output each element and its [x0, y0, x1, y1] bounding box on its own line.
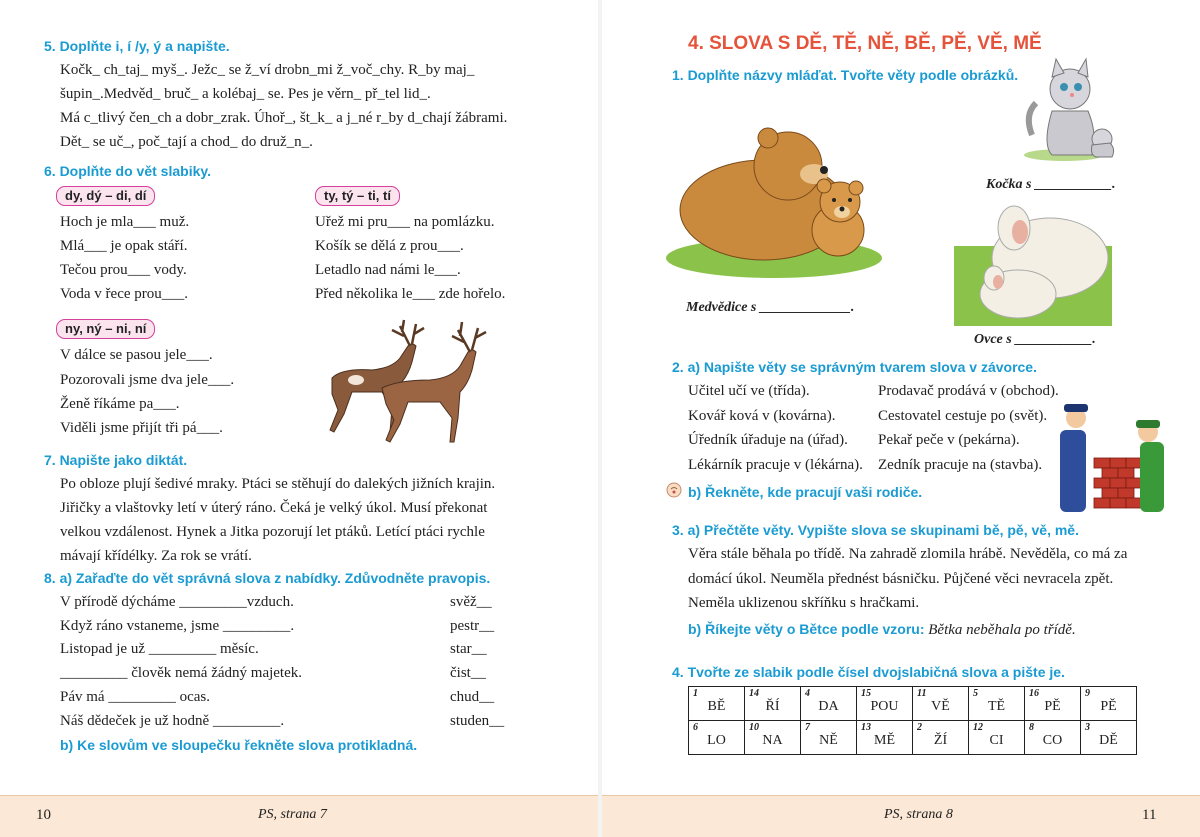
cat-caption: Kočka s ___________. — [986, 177, 1116, 192]
left-footer — [0, 795, 598, 837]
right-footer — [602, 795, 1200, 837]
syllable-grid — [688, 686, 1137, 755]
chapter-title: 4. SLOVA S DĚ, TĚ, NĚ, BĚ, PĚ, VĚ, MĚ — [688, 33, 1042, 54]
exercise-2b-heading: b) Řekněte, kde pracují vaši rodiče. — [688, 484, 923, 500]
exercise-3-heading: 3. a) Přečtěte věty. Vypište slova se skupinami bě, pě, vě, mě. — [672, 522, 1079, 538]
exercise-1-heading: 1. Doplňte názvy mláďat. Tvořte věty podle obrázků. — [672, 67, 1019, 83]
exercise-8b-heading: b) Ke slovům ve sloupečku řekněte slova protikladná. — [60, 737, 418, 753]
grid-cell: 5 TĚ — [969, 687, 1025, 721]
grid-cell: 2 ŽÍ — [913, 721, 969, 755]
workbook-reference: PS, strana 7 — [258, 807, 327, 822]
exercise-6-sentence: Mlá___ je opak stáří. — [60, 238, 188, 254]
exercise-6-heading: 6. Doplňte do vět slabiky. — [44, 163, 212, 179]
exercise-8-sentence: Páv má _________ ocas. — [60, 689, 210, 705]
exercise-2-sentence: Pekař peče v (pekárna). — [878, 432, 1020, 448]
page-number: 10 — [36, 807, 51, 823]
grid-cell: 3 DĚ — [1081, 721, 1137, 755]
exercise-2-sentence: Prodavač prodává v (obchod). — [878, 383, 1059, 399]
exercise-2-sentence: Lékárník pracuje v (lékárna). — [688, 457, 863, 473]
word-option: svěž__ — [450, 594, 492, 610]
grid-cell: 14 ŘÍ — [745, 687, 801, 721]
grid-row — [689, 721, 1137, 755]
exercise-2-sentence: Úředník úřaduje na (úřad). — [688, 432, 848, 448]
exercise-5-line: Kočk_ ch_taj_ myš_. Ježc_ se ž_ví drobn_mi ž_voč_chy. R_by maj_ — [60, 62, 475, 78]
workers-illustration — [1058, 398, 1168, 516]
grid-cell: 9 PĚ — [1081, 687, 1137, 721]
right-page — [602, 0, 1200, 837]
exercise-6-sentence: Uřež mi pru___ na pomlázku. — [315, 214, 495, 230]
syllable-pill: ny, ný – ni, ní — [56, 319, 155, 339]
exercise-6-sentence: Viděli jsme přijít tři pá___. — [60, 420, 223, 436]
exercise-6-sentence: Košík se dělá z prou___. — [315, 238, 464, 254]
word-option: chud__ — [450, 689, 495, 705]
workbook-reference: PS, strana 8 — [884, 807, 953, 822]
exercise-2-sentence: Kovář ková v (kovárna). — [688, 408, 836, 424]
exercise-3b-heading: b) Říkejte věty o Bětce podle vzoru: — [688, 621, 925, 637]
grid-cell: 10 NA — [745, 721, 801, 755]
exercise-6-sentence: Pozorovali jsme dva jele___. — [60, 372, 235, 388]
syllable-pill: dy, dý – di, dí — [56, 186, 155, 206]
grid-cell: 15 POU — [857, 687, 913, 721]
deer-illustration — [312, 318, 502, 446]
exercise-6-sentence: V dálce se pasou jele___. — [60, 347, 213, 363]
grid-cell: 7 NĚ — [801, 721, 857, 755]
cat-illustration — [1022, 55, 1122, 167]
exercise-5-line: Má c_tlivý čen_ch a dobr_zrak. Úhoř_, št_k_ a j_né r_by d_chají žábrami. — [60, 110, 508, 126]
exercise-7-heading: 7. Napište jako diktát. — [44, 452, 188, 468]
bear-caption: Medvědice s _____________. — [686, 300, 855, 315]
syllable-pill: ty, tý – ti, tí — [315, 186, 400, 206]
exercise-8-heading: 8. a) Zařaďte do vět správná slova z nabídky. Zdůvodněte pravopis. — [44, 570, 491, 586]
exercise-5-line: šupin_.Medvěd_ bruč_ a kolébaj_ se. Pes je věrn_ př_tel lid_. — [60, 86, 431, 102]
exercise-8-sentence: V přírodě dýcháme _________vzduch. — [60, 594, 294, 610]
bear-illustration — [664, 118, 886, 280]
exercise-8-sentence: Listopad je už _________ měsíc. — [60, 641, 259, 657]
exercise-3-line: domácí úkol. Neuměla přednést básničku. Půjčené věci nevracela zpět. — [688, 571, 1114, 587]
exercise-6-sentence: Voda v řece prou___. — [60, 286, 189, 302]
left-page — [0, 0, 598, 837]
exercise-8-sentence: Náš dědeček je už hodně _________. — [60, 713, 285, 729]
grid-cell: 12 CI — [969, 721, 1025, 755]
grid-cell: 11 VĚ — [913, 687, 969, 721]
grid-cell: 1 BĚ — [689, 687, 745, 721]
word-option: čist__ — [450, 665, 486, 681]
exercise-2-sentence: Zedník pracuje na (stavba). — [878, 457, 1043, 473]
grid-cell: 8 CO — [1025, 721, 1081, 755]
grid-cell: 13 MĚ — [857, 721, 913, 755]
grid-cell: 4 DA — [801, 687, 857, 721]
grid-cell: 6 LO — [689, 721, 745, 755]
exercise-7-line: mávají křídélky. Za rok se vrátí. — [60, 548, 252, 564]
exercise-2-sentence: Učitel učí ve (třída). — [688, 383, 810, 399]
exercise-5-line: Dět_ se uč_, poč_tají a chod_ do druž_n_. — [60, 134, 313, 150]
exercise-3b-example: Bětka neběhala po třídě. — [928, 622, 1076, 638]
exercise-7-line: velkou vzdálenost. Hynek a Jitka pozorují let ptáků. Letící ptáci rychle — [60, 524, 485, 540]
word-option: star__ — [450, 641, 487, 657]
exercise-8-sentence: Když ráno vstaneme, jsme _________. — [60, 618, 295, 634]
exercise-6-sentence: Hoch je mla___ muž. — [60, 214, 190, 230]
exercise-6-sentence: Tečou prou___ vody. — [60, 262, 187, 278]
grid-row — [689, 687, 1137, 721]
exercise-7-line: Jiřičky a vlaštovky letí v úterý ráno. Čeká je velký úkol. Musí překonat — [60, 500, 488, 516]
exercise-3-line: Věra stále běhala po třídě. Na zahradě zlomila hrábě. Nevěděla, co má za — [688, 546, 1128, 562]
exercise-6-sentence: Před několika le___ zde hořelo. — [315, 286, 506, 302]
exercise-6-sentence: Letadlo nad námi le___. — [315, 262, 461, 278]
word-option: studen__ — [450, 713, 505, 729]
exercise-7-line: Po obloze plují šedivé mraky. Ptáci se stěhují do dalekých jižních krajin. — [60, 476, 496, 492]
exercise-8-sentence: _________ člověk nemá žádný majetek. — [60, 665, 303, 681]
sheep-caption: Ovce s ___________. — [974, 332, 1096, 347]
exercise-3b-line — [688, 617, 1076, 642]
page-number: 11 — [1142, 807, 1157, 823]
exercise-6-sentence: Ženě říkáme pa___. — [60, 396, 180, 412]
word-option: pestr__ — [450, 618, 495, 634]
exercise-2-heading: 2. a) Napište věty se správným tvarem slova v závorce. — [672, 359, 1037, 375]
exercise-5-heading: 5. Doplňte i, í /y, ý a napište. — [44, 38, 230, 54]
grid-cell: 16 PĚ — [1025, 687, 1081, 721]
speaking-icon — [666, 482, 682, 498]
exercise-4-heading: 4. Tvořte ze slabik podle čísel dvojslabičná slova a pište je. — [672, 664, 1065, 680]
exercise-2-sentence: Cestovatel cestuje po (svět). — [878, 408, 1048, 424]
exercise-3-line: Neměla uklizenou skříňku s hračkami. — [688, 595, 920, 611]
sheep-illustration — [954, 198, 1112, 326]
